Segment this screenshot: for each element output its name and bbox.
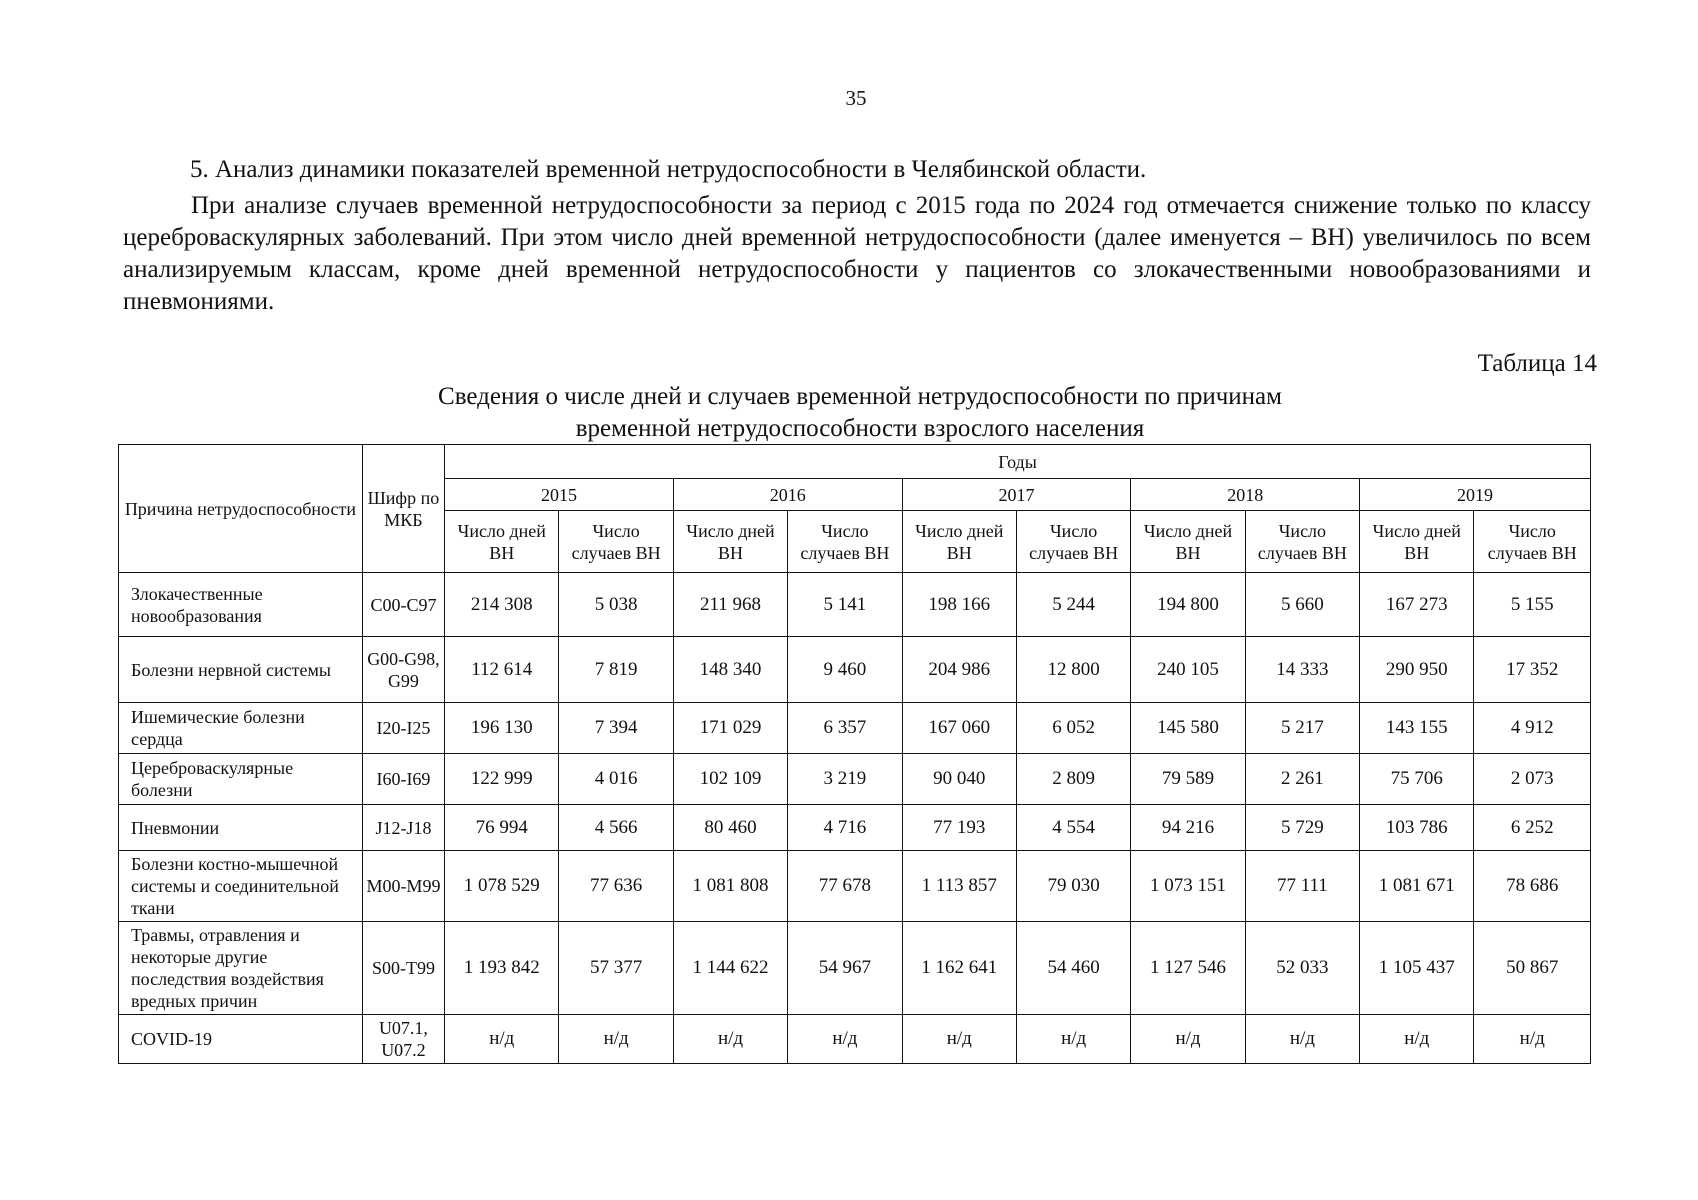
cases-value-cell: 17 352	[1474, 637, 1591, 703]
cases-value-cell: 5 244	[1016, 573, 1130, 637]
cases-value-cell: 52 033	[1245, 922, 1359, 1015]
days-value-cell: 211 968	[673, 573, 787, 637]
header-year: 2019	[1360, 479, 1591, 511]
days-value-cell: 1 105 437	[1360, 922, 1474, 1015]
cases-value-cell: 79 030	[1016, 851, 1130, 922]
days-value-cell: 290 950	[1360, 637, 1474, 703]
cases-value-cell: 5 217	[1245, 703, 1359, 754]
days-value-cell: 1 073 151	[1131, 851, 1245, 922]
header-year: 2018	[1131, 479, 1360, 511]
icd-code-cell: J12-J18	[362, 805, 444, 851]
cases-value-cell: 3 219	[788, 754, 902, 805]
page-number: 35	[845, 86, 867, 110]
table-number: Таблица 14	[1477, 350, 1597, 377]
header-row-years	[119, 445, 1591, 479]
days-value-cell: н/д	[1360, 1015, 1474, 1064]
header-cases: Число случаев ВН	[1245, 511, 1359, 573]
header-icd-code: Шифр по МКБ	[362, 445, 444, 573]
table-row	[119, 703, 1591, 754]
days-value-cell: 148 340	[673, 637, 787, 703]
cases-value-cell: н/д	[1245, 1015, 1359, 1064]
icd-code-cell: С00-С97	[362, 573, 444, 637]
days-value-cell: 167 273	[1360, 573, 1474, 637]
table-caption	[310, 381, 1410, 445]
days-value-cell: 80 460	[673, 805, 787, 851]
cases-value-cell: 77 111	[1245, 851, 1359, 922]
cases-value-cell: 6 052	[1016, 703, 1130, 754]
section-heading: 5. Анализ динамики показателей временной нетрудоспособности в Челябинской области.	[190, 156, 1147, 183]
table-row	[119, 637, 1591, 703]
days-value-cell: 194 800	[1131, 573, 1245, 637]
icd-code-cell: I20-I25	[362, 703, 444, 754]
cases-value-cell: 5 038	[559, 573, 673, 637]
header-cases: Число случаев ВН	[559, 511, 673, 573]
days-value-cell: 75 706	[1360, 754, 1474, 805]
cases-value-cell: 50 867	[1474, 922, 1591, 1015]
days-value-cell: н/д	[445, 1015, 559, 1064]
days-value-cell: 1 078 529	[445, 851, 559, 922]
table-row	[119, 573, 1591, 637]
days-value-cell: 1 081 808	[673, 851, 787, 922]
header-year: 2016	[673, 479, 902, 511]
header-days: Число дней ВН	[1131, 511, 1245, 573]
table-caption-line-1: Сведения о числе дней и случаев временной нетрудоспособности по причинам	[438, 383, 1282, 410]
header-days: Число дней ВН	[673, 511, 787, 573]
cases-value-cell: 5 155	[1474, 573, 1591, 637]
icd-code-cell: G00-G98, G99	[362, 637, 444, 703]
days-value-cell: 1 162 641	[902, 922, 1016, 1015]
days-value-cell: 102 109	[673, 754, 787, 805]
days-value-cell: 1 081 671	[1360, 851, 1474, 922]
cases-value-cell: 2 809	[1016, 754, 1130, 805]
cases-value-cell: 4 016	[559, 754, 673, 805]
cases-value-cell: 2 261	[1245, 754, 1359, 805]
days-value-cell: 112 614	[445, 637, 559, 703]
days-value-cell: 171 029	[673, 703, 787, 754]
table-row	[119, 851, 1591, 922]
cause-cell: Болезни костно-мышечной системы и соединительной ткани	[119, 851, 363, 922]
header-cases: Число случаев ВН	[1474, 511, 1591, 573]
cases-value-cell: н/д	[788, 1015, 902, 1064]
cases-value-cell: 5 660	[1245, 573, 1359, 637]
icd-code-cell: S00-T99	[362, 922, 444, 1015]
cases-value-cell: 7 819	[559, 637, 673, 703]
header-year: 2015	[445, 479, 674, 511]
header-days: Число дней ВН	[445, 511, 559, 573]
days-value-cell: 1 193 842	[445, 922, 559, 1015]
cases-value-cell: 6 357	[788, 703, 902, 754]
days-value-cell: 90 040	[902, 754, 1016, 805]
days-value-cell: 145 580	[1131, 703, 1245, 754]
body-paragraph: При анализе случаев временной нетрудоспособности за период с 2015 года по 2024 год отмечается снижение только по классу цереброваскулярных заболеваний. При этом число дней временной нетрудоспособности (далее именуется – ВН) увеличилось по всем анализируемым классам, кроме дней временной нетрудоспособности у пациентов со злокачественными новообразованиями и пневмониями.	[123, 192, 1591, 315]
days-value-cell: н/д	[902, 1015, 1016, 1064]
header-year: 2017	[902, 479, 1131, 511]
days-value-cell: 198 166	[902, 573, 1016, 637]
days-value-cell: 196 130	[445, 703, 559, 754]
cases-value-cell: н/д	[1474, 1015, 1591, 1064]
cases-value-cell: 12 800	[1016, 637, 1130, 703]
header-years: Годы	[445, 445, 1591, 479]
days-value-cell: н/д	[1131, 1015, 1245, 1064]
cases-value-cell: 77 636	[559, 851, 673, 922]
icd-code-cell: U07.1, U07.2	[362, 1015, 444, 1064]
cases-value-cell: 6 252	[1474, 805, 1591, 851]
header-cause: Причина нетрудоспособности	[119, 445, 363, 573]
days-value-cell: 214 308	[445, 573, 559, 637]
cause-cell: Травмы, отравления и некоторые другие последствия воздействия вредных причин	[119, 922, 363, 1015]
days-value-cell: 1 113 857	[902, 851, 1016, 922]
cases-value-cell: 5 141	[788, 573, 902, 637]
cause-cell: Пневмонии	[119, 805, 363, 851]
table-row	[119, 805, 1591, 851]
icd-code-cell: M00-M99	[362, 851, 444, 922]
days-value-cell: 77 193	[902, 805, 1016, 851]
days-value-cell: н/д	[673, 1015, 787, 1064]
days-value-cell: 94 216	[1131, 805, 1245, 851]
cases-value-cell: н/д	[559, 1015, 673, 1064]
days-value-cell: 1 127 546	[1131, 922, 1245, 1015]
days-value-cell: 1 144 622	[673, 922, 787, 1015]
disability-table	[118, 444, 1591, 1064]
cases-value-cell: 4 554	[1016, 805, 1130, 851]
table-caption-line-2: временной нетрудоспособности взрослого населения	[575, 415, 1145, 442]
header-cases: Число случаев ВН	[788, 511, 902, 573]
days-value-cell: 76 994	[445, 805, 559, 851]
days-value-cell: 143 155	[1360, 703, 1474, 754]
cases-value-cell: 78 686	[1474, 851, 1591, 922]
cases-value-cell: 14 333	[1245, 637, 1359, 703]
cases-value-cell: 57 377	[559, 922, 673, 1015]
cases-value-cell: н/д	[1016, 1015, 1130, 1064]
cases-value-cell: 5 729	[1245, 805, 1359, 851]
days-value-cell: 103 786	[1360, 805, 1474, 851]
cause-cell: COVID-19	[119, 1015, 363, 1064]
cause-cell: Цереброваскулярные болезни	[119, 754, 363, 805]
header-days: Число дней ВН	[1360, 511, 1474, 573]
header-days: Число дней ВН	[902, 511, 1016, 573]
table-row	[119, 1015, 1591, 1064]
cases-value-cell: 2 073	[1474, 754, 1591, 805]
days-value-cell: 79 589	[1131, 754, 1245, 805]
table-row	[119, 922, 1591, 1015]
days-value-cell: 122 999	[445, 754, 559, 805]
icd-code-cell: I60-I69	[362, 754, 444, 805]
header-cases: Число случаев ВН	[1016, 511, 1130, 573]
cause-cell: Ишемические болезни сердца	[119, 703, 363, 754]
cases-value-cell: 77 678	[788, 851, 902, 922]
cases-value-cell: 9 460	[788, 637, 902, 703]
cause-cell: Злокачественные новообразования	[119, 573, 363, 637]
cases-value-cell: 54 460	[1016, 922, 1130, 1015]
days-value-cell: 204 986	[902, 637, 1016, 703]
table-body	[119, 573, 1591, 1064]
cases-value-cell: 4 566	[559, 805, 673, 851]
days-value-cell: 240 105	[1131, 637, 1245, 703]
cases-value-cell: 54 967	[788, 922, 902, 1015]
days-value-cell: 167 060	[902, 703, 1016, 754]
table-row	[119, 754, 1591, 805]
cases-value-cell: 4 716	[788, 805, 902, 851]
cases-value-cell: 7 394	[559, 703, 673, 754]
cause-cell: Болезни нервной системы	[119, 637, 363, 703]
cases-value-cell: 4 912	[1474, 703, 1591, 754]
